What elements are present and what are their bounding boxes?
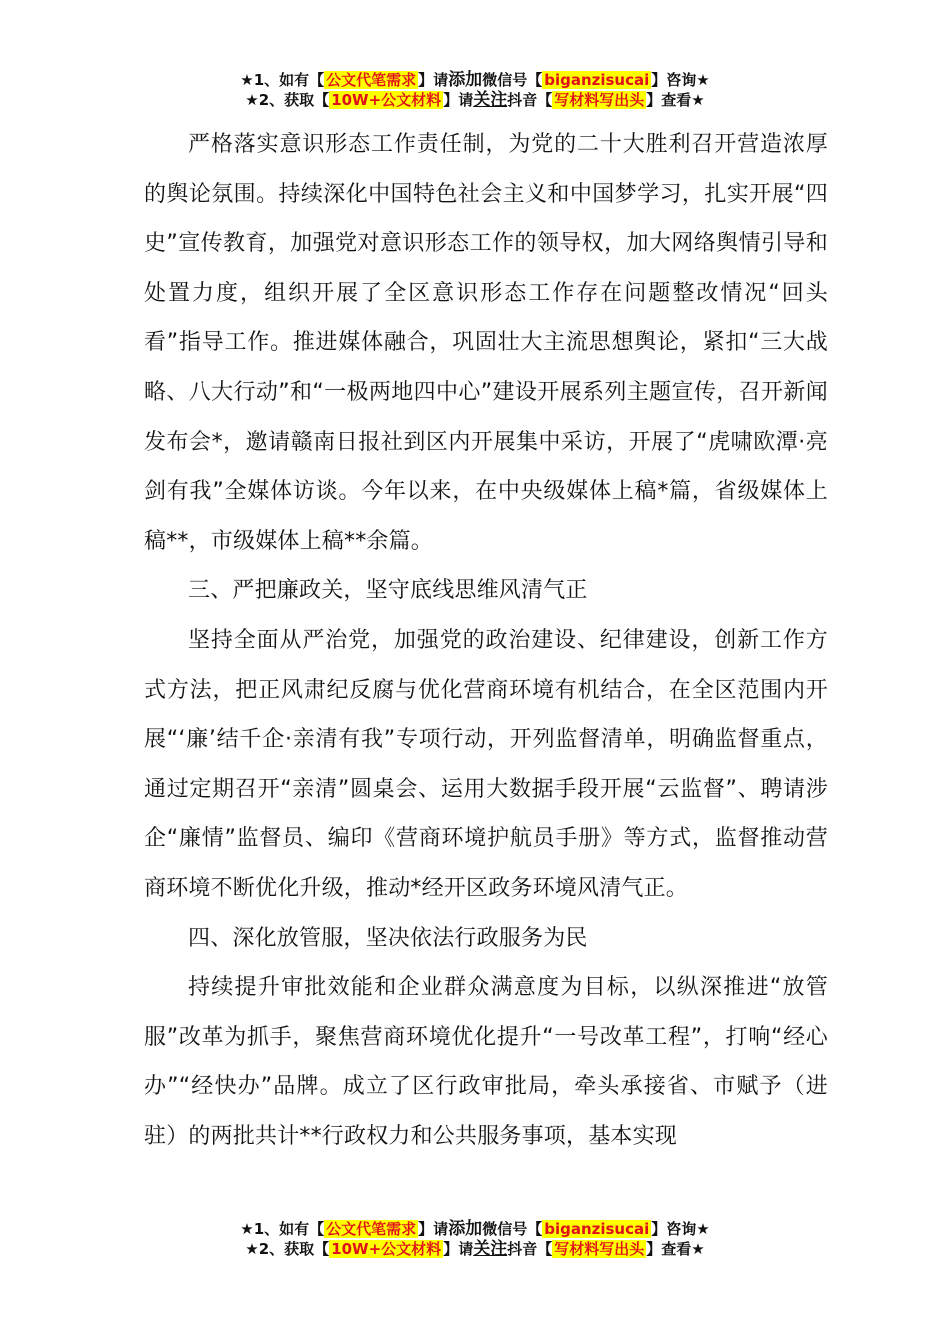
highlight-douyin: 写材料写出头 — [554, 91, 645, 109]
banner-line-2: ★2、获取【 10W+公文材料 】请关注抖音【 写材料写出头 】查看★ — [245, 90, 705, 110]
highlight-douyin: 写材料写出头 — [554, 1240, 645, 1258]
highlight-materials: 10W+公文材料 — [331, 1240, 442, 1258]
highlight-wechat-id: biganzisucai — [544, 1220, 650, 1238]
banner-line-1: ★1、如有【 公文代笔需求 】请添加微信号【 biganzisucai 】咨询★ — [240, 70, 710, 90]
header-banner — [0, 70, 950, 110]
footer-banner — [0, 1219, 950, 1259]
document-body — [144, 120, 828, 1161]
banner-line-2: ★2、获取【 10W+公文材料 】请关注抖音【 写材料写出头 】查看★ — [245, 1239, 705, 1259]
section-heading: 四、深化放管服，坚决依法行政服务为民 — [188, 925, 588, 951]
paragraph: 坚持全面从严治党，加强党的政治建设、纪律建设，创新工作方式方法，把正风肃纪反腐与优化营商环境有机结合，在全区范围内开展“‘廉’结千企·亲清有我”专项行动，开列监督清单，明确监督重点，通过定期召开“亲清”圆桌会、运用大数据手段开展“云监督”、聘请涉企“廉情”监督员、编印《营商环境护航员手册》等方式，监督推动营商环境不断优化升级，推动*经开区政务环境风清气正。 — [144, 627, 828, 901]
section-heading: 三、严把廉政关，坚守底线思维风清气正 — [188, 578, 588, 604]
highlight-wechat-id: biganzisucai — [544, 71, 650, 89]
paragraph: 严格落实意识形态工作责任制，为党的二十大胜利召开营造浓厚的舆论氛围。持续深化中国特色社会主义和中国梦学习，扎实开展“四史”宣传教育，加强党对意识形态工作的领导权，加大网络舆情引导和处置力度，组织开展了全区意识形态工作存在问题整改情况“回头看”指导工作。推进媒体融合，巩固壮大主流思想舆论，紧扣“三大战略、八大行动”和“一极两地四中心”建设开展系列主题宣传，召开新闻发布会*，邀请赣南日报社到区内开展集中采访，开展了“虎啸欧潭·亮剑有我”全媒体访谈。今年以来，在中央级媒体上稿*篇，省级媒体上稿**，市级媒体上稿**余篇。 — [144, 132, 828, 554]
banner-line-1: ★1、如有【 公文代笔需求 】请添加微信号【 biganzisucai 】咨询★ — [240, 1219, 710, 1239]
paragraph: 持续提升审批效能和企业群众满意度为目标，以纵深推进“放管服”改革为抓手，聚焦营商环境优化提升“一号改革工程”，打响“经心办”“经快办”品牌。成立了区行政审批局，牵头承接省、市赋予（进驻）的两批共计**行政权力和公共服务事项，基本实现 — [144, 975, 828, 1149]
highlight-materials: 10W+公文材料 — [331, 91, 442, 109]
highlight-service: 公文代笔需求 — [326, 1220, 417, 1238]
highlight-service: 公文代笔需求 — [326, 71, 417, 89]
